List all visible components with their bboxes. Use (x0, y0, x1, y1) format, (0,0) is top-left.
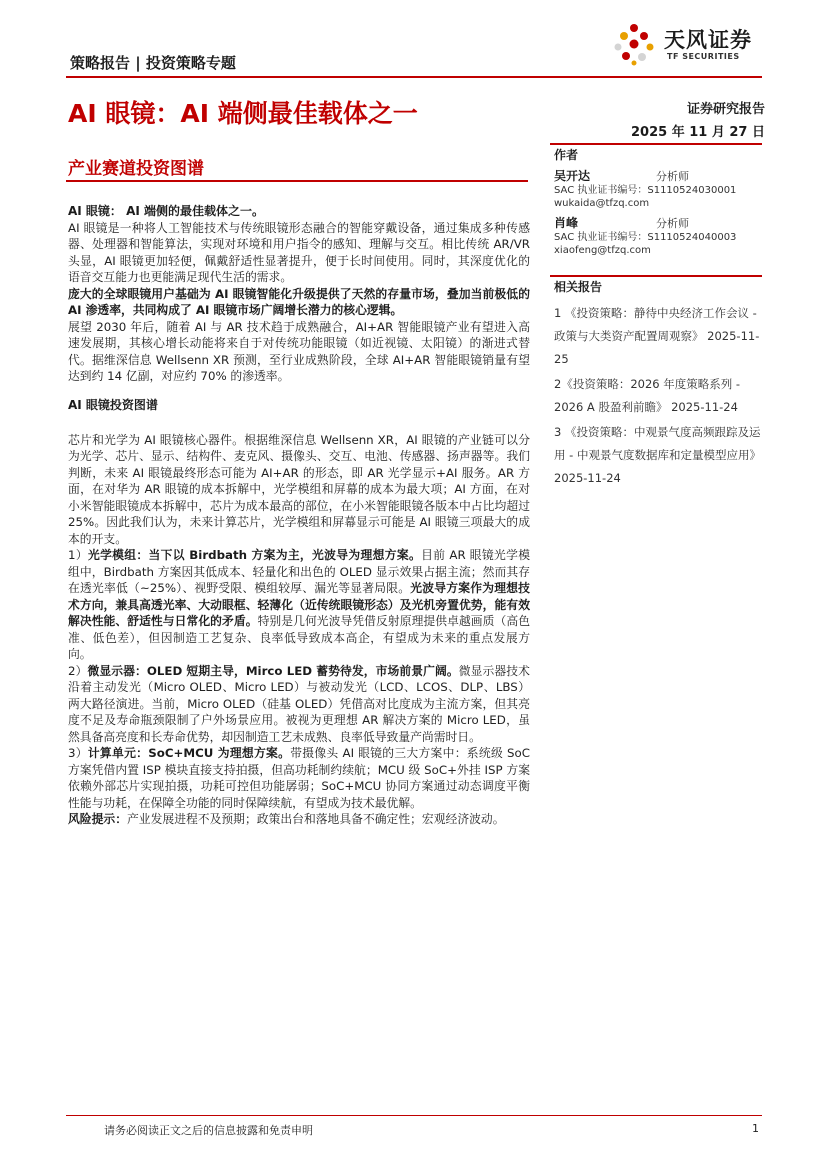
item-text: 特别是几何光波导凭借反射原理提供卓越画质（高色准、低色差），但因制造工艺复杂、良率低导致成本高企，有望成为未来的重点发展方向。 (68, 614, 530, 661)
related-reports-list (554, 302, 766, 492)
item-emphasis: 光波导方案作为理想技术方向，兼具高透光率、大动眼框、轻薄化（近传统眼镜形态）及光机旁置优势，能有效解决性能、舒适性与日常化的矛盾。 (68, 581, 530, 628)
related-report-item[interactable]: 2《投资策略：2026 年度策略系列 - 2026 A 股盈利前瞻》 2025-11-24 (554, 377, 741, 414)
author-name: 肖峰 (554, 216, 579, 230)
related-report-item[interactable]: 1 《投资策略：静待中央经济工作会议 - 政策与大类资产配置周观察》 2025-11-25 (554, 306, 760, 366)
author-cert: SAC 执业证书编号：S1110524040003 (554, 232, 737, 243)
paragraph-risk (68, 811, 530, 828)
page-number: 1 (752, 1122, 759, 1135)
report-category: 策略报告 | 投资策略专题 (70, 54, 236, 72)
report-date: 2025 年 11 月 27 日 (631, 125, 765, 140)
disclaimer-note: 请务必阅读正文之后的信息披露和免责申明 (104, 1124, 313, 1137)
author-role: 分析师 (656, 217, 689, 230)
item-number: 1） (68, 548, 88, 562)
item-number: 3） (68, 746, 88, 760)
tf-logo-icon (612, 20, 658, 66)
author-role: 分析师 (656, 170, 689, 183)
item-number: 2） (68, 663, 88, 678)
footer-divider (66, 1115, 762, 1116)
item-heading: 计算单元：SoC+MCU 为理想方案。 (87, 746, 291, 760)
section-heading: AI 眼镜： AI 端侧的最佳载体之一。 (68, 204, 265, 218)
report-title: AI 眼镜：AI 端侧最佳载体之一 (68, 99, 418, 128)
item-text: 微显示器技术沿着主动发光（Micro OLED、Micro LED）与被动发光（LCD、LCOS、DLP、LBS）两大路径演进。当前，Micro OLED（硅基 OLED）凭借高对比度成为主流方案，但其亮度不足及寿命瓶颈限制了户外场景应用。被视为更理想 AR 解决方案的 Micro LED，虽然具备高亮度和长寿命优势，却因制造工艺未成熟、良率低导致量产尚需时日。 (68, 663, 530, 744)
author-card (554, 170, 764, 210)
paragraph-display (68, 663, 530, 746)
report-subtitle: 产业赛道投资图谱 (68, 159, 204, 179)
paragraph: 展望 2030 年后，随着 AI 与 AR 技术趋于成熟融合，AI+AR 智能眼镜产业有望进入高速发展期，其核心增长动能将来自于对传统功能眼镜（如近视镜、太阳镜）的渐进式替代。据维深信息 Wellsenn XR 预测，至行业成熟阶段，全球 AI+AR 智能眼镜销量有望达到约 14 亿副，对应约 70% 的渗透率。 (68, 319, 530, 383)
paragraph: AI 眼镜是一种将人工智能技术与传统眼镜形态融合的智能穿戴设备，通过集成多种传感器、处理器和智能算法，实现对环境和用户指令的感知、理解与交互。相比传统 AR/VR 头显，AI 眼镜更加轻便，佩戴舒适性显著提升，便于长时间使用。同时，其深度优化的语音交互能力也更能满足现代生活的需求。 (68, 220, 530, 284)
risk-heading: 风险提示： (68, 812, 127, 826)
related-report-item[interactable]: 3 《投资策略：中观景气度高频跟踪及运用 - 中观景气度数据库和定量模型应用》 2025-11-24 (554, 425, 761, 485)
paragraph-bold: 庞大的全球眼镜用户基础为 AI 眼镜智能化升级提供了天然的存量市场，叠加当前极低的 AI 渗透率，共同构成了 AI 眼镜市场广阔增长潜力的核心逻辑。 (68, 286, 530, 317)
risk-text: 产业发展进程不及预期；政策出台和落地具备不确定性；宏观经济波动。 (127, 812, 505, 826)
author-card (554, 217, 764, 257)
related-heading: 相关报告 (554, 280, 603, 294)
author-cert: SAC 执业证书编号：S1110524030001 (554, 185, 737, 196)
section-map (68, 397, 530, 828)
logo-text-cn: 天风证券 (664, 28, 752, 52)
section-heading: AI 眼镜投资图谱 (68, 398, 158, 412)
related-divider (550, 275, 762, 277)
paragraph-compute (68, 745, 530, 811)
author-name: 吴开达 (554, 169, 591, 183)
authors-heading: 作者 (554, 148, 579, 162)
item-heading: 微显示器：OLED 短期主导，Mirco LED 蓄势待发，市场前景广阔。 (87, 663, 459, 678)
report-type: 证券研究报告 (686, 102, 765, 117)
authors-divider (550, 143, 762, 145)
header-divider (66, 76, 762, 78)
author-email[interactable]: wukaida@tfzq.com (554, 198, 650, 209)
item-text: 目前 AR 眼镜光学模组中，Birdbath 方案因其低成本、轻量化和出色的 OLED 显示效果占据主流；然而其存在透光率低（~25%）、视野受限、模组较厚、漏光等显著局限。 (68, 548, 530, 595)
logo-text-en: TF SECURITIES (667, 52, 740, 61)
company-logo (612, 18, 762, 70)
paragraph: 芯片和光学为 AI 眼镜核心器件。根据维深信息 Wellsenn XR，AI 眼镜的产业链可以分为光学、芯片、显示、结构件、麦克风、摄像头、交互、电池、传感器、扬声器等。我们判断，未来 AI 眼镜最终形态可能为 AI+AR 的形态，即 AR 光学显示+AI 服务。AR 方面，在对华为 AR 眼镜的成本拆解中，光学模组和屏幕的成本为最大项；AI 方面，在对小米智能眼镜成本拆解中，芯片为成本最高的部位，在小米智能眼镜各版本中占比均超过 25%。因此我们认为，未来计算芯片，光学模组和屏幕显示可能是 AI 眼镜三项最大的成本的开支。 (68, 432, 530, 546)
paragraph-optics (68, 547, 530, 663)
author-email[interactable]: xiaofeng@tfzq.com (554, 245, 651, 256)
item-text: 带摄像头 AI 眼镜的三大方案中：系统级 SoC 方案凭借内置 ISP 模块直接支持拍摄，但高功耗制约续航；MCU 级 SoC+外挂 ISP 方案依赖外部芯片实现拍摄，功耗可控但功能孱弱；SoC+MCU 协同方案通过动态调度平衡性能与功耗，在保障全功能的同时保障续航，有望成为技术最优解。 (68, 746, 530, 810)
item-heading: 光学模组：当下以 Birdbath 方案为主，光波导为理想方案。 (87, 548, 422, 562)
subtitle-divider (66, 180, 528, 182)
section-intro (68, 203, 530, 385)
